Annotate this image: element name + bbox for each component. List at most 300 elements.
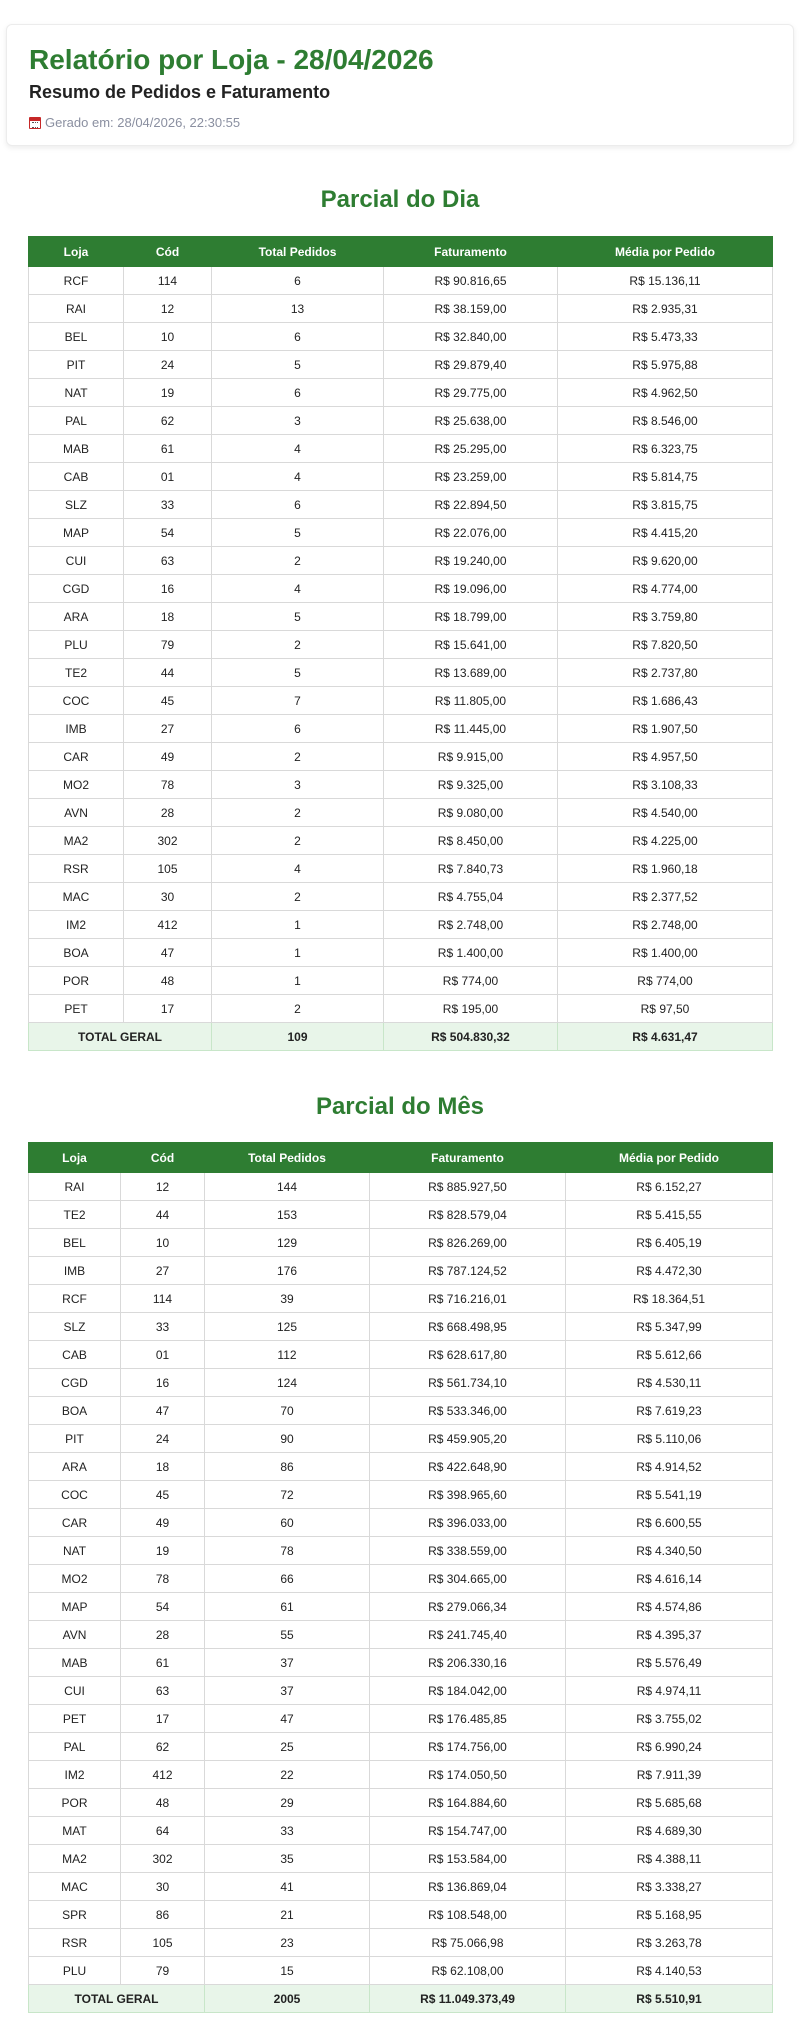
cell-loja: BOA: [29, 1397, 121, 1425]
cell-total-pedidos: 5: [212, 659, 384, 687]
cell-total-pedidos: 1: [212, 939, 384, 967]
cell-media: R$ 4.225,00: [558, 827, 773, 855]
cell-cod: 17: [121, 1705, 205, 1733]
cell-media: R$ 4.574,86: [566, 1593, 773, 1621]
cell-total-pedidos: 13: [212, 295, 384, 323]
cell-faturamento: R$ 19.240,00: [384, 547, 558, 575]
cell-loja: SLZ: [29, 491, 124, 519]
cell-cod: 10: [121, 1229, 205, 1257]
table-row: [29, 1509, 773, 1537]
cell-loja: POR: [29, 967, 124, 995]
cell-cod: 33: [124, 491, 212, 519]
monthly-table: [28, 1142, 773, 2013]
cell-faturamento: R$ 23.259,00: [384, 463, 558, 491]
cell-loja: MA2: [29, 1845, 121, 1873]
cell-media: R$ 4.962,50: [558, 379, 773, 407]
cell-media: R$ 8.546,00: [558, 407, 773, 435]
cell-media: R$ 3.755,02: [566, 1705, 773, 1733]
cell-media: R$ 3.759,80: [558, 603, 773, 631]
cell-cod: 78: [121, 1565, 205, 1593]
table-row: [29, 715, 773, 743]
cell-total-pedidos: 37: [205, 1649, 370, 1677]
cell-loja: PLU: [29, 631, 124, 659]
cell-media: R$ 4.540,00: [558, 799, 773, 827]
table-row: [29, 379, 773, 407]
table-row: [29, 1649, 773, 1677]
cell-loja: MA2: [29, 827, 124, 855]
cell-loja: RCF: [29, 1285, 121, 1313]
cell-loja: NAT: [29, 1537, 121, 1565]
table-row: [29, 1369, 773, 1397]
cell-media: R$ 4.472,30: [566, 1257, 773, 1285]
cell-media: R$ 7.911,39: [566, 1761, 773, 1789]
cell-loja: CGD: [29, 1369, 121, 1397]
cell-cod: 79: [124, 631, 212, 659]
col-header-cod: Cód: [121, 1143, 205, 1173]
cell-media: R$ 9.620,00: [558, 547, 773, 575]
cell-media: R$ 5.347,99: [566, 1313, 773, 1341]
cell-media: R$ 97,50: [558, 995, 773, 1023]
cell-faturamento: R$ 29.879,40: [384, 351, 558, 379]
table-row: [29, 1677, 773, 1705]
cell-media: R$ 4.914,52: [566, 1453, 773, 1481]
table-row: [29, 1789, 773, 1817]
cell-faturamento: R$ 628.617,80: [370, 1341, 566, 1369]
cell-total-pedidos: 3: [212, 771, 384, 799]
cell-media: R$ 5.685,68: [566, 1789, 773, 1817]
cell-total-pedidos: 5: [212, 519, 384, 547]
cell-total-pedidos: 6: [212, 379, 384, 407]
cell-cod: 78: [124, 771, 212, 799]
cell-total-pedidos: 55: [205, 1621, 370, 1649]
cell-faturamento: R$ 75.066,98: [370, 1929, 566, 1957]
cell-faturamento: R$ 153.584,00: [370, 1845, 566, 1873]
cell-media: R$ 4.395,37: [566, 1621, 773, 1649]
table-row: [29, 1873, 773, 1901]
total-pedidos: 109: [212, 1023, 384, 1051]
cell-media: R$ 3.338,27: [566, 1873, 773, 1901]
cell-loja: MAC: [29, 883, 124, 911]
cell-total-pedidos: 6: [212, 491, 384, 519]
cell-faturamento: R$ 90.816,65: [384, 267, 558, 295]
table-row: [29, 267, 773, 295]
cell-media: R$ 6.990,24: [566, 1733, 773, 1761]
cell-cod: 412: [121, 1761, 205, 1789]
cell-loja: CAR: [29, 743, 124, 771]
table-row: [29, 351, 773, 379]
cell-cod: 01: [121, 1341, 205, 1369]
cell-total-pedidos: 129: [205, 1229, 370, 1257]
report-title: Relatório por Loja - 28/04/2026: [29, 44, 434, 75]
cell-loja: IM2: [29, 1761, 121, 1789]
cell-loja: TE2: [29, 1201, 121, 1229]
cell-cod: 86: [121, 1901, 205, 1929]
cell-faturamento: R$ 422.648,90: [370, 1453, 566, 1481]
total-row: [29, 1985, 773, 2013]
cell-cod: 63: [121, 1677, 205, 1705]
cell-cod: 24: [124, 351, 212, 379]
cell-media: R$ 5.168,95: [566, 1901, 773, 1929]
cell-cod: 28: [124, 799, 212, 827]
cell-total-pedidos: 5: [212, 603, 384, 631]
table-row: [29, 743, 773, 771]
cell-total-pedidos: 2: [212, 547, 384, 575]
table-row: [29, 295, 773, 323]
cell-faturamento: R$ 19.096,00: [384, 575, 558, 603]
total-faturamento: R$ 504.830,32: [384, 1023, 558, 1051]
table-row: [29, 435, 773, 463]
cell-media: R$ 4.140,53: [566, 1957, 773, 1985]
cell-faturamento: R$ 206.330,16: [370, 1649, 566, 1677]
cell-loja: RAI: [29, 1173, 121, 1201]
cell-total-pedidos: 6: [212, 267, 384, 295]
cell-cod: 79: [121, 1957, 205, 1985]
cell-loja: BEL: [29, 1229, 121, 1257]
cell-loja: PAL: [29, 1733, 121, 1761]
table-row: [29, 1341, 773, 1369]
table-row: [29, 771, 773, 799]
total-label: TOTAL GERAL: [29, 1985, 205, 2013]
cell-media: R$ 4.957,50: [558, 743, 773, 771]
table-row: [29, 1537, 773, 1565]
cell-total-pedidos: 70: [205, 1397, 370, 1425]
cell-cod: 114: [124, 267, 212, 295]
cell-cod: 12: [124, 295, 212, 323]
table-row: [29, 463, 773, 491]
table-row: [29, 1425, 773, 1453]
table-row: [29, 631, 773, 659]
cell-media: R$ 3.263,78: [566, 1929, 773, 1957]
cell-loja: IMB: [29, 715, 124, 743]
cell-total-pedidos: 144: [205, 1173, 370, 1201]
cell-loja: ARA: [29, 603, 124, 631]
cell-cod: 64: [121, 1817, 205, 1845]
cell-cod: 28: [121, 1621, 205, 1649]
cell-cod: 44: [124, 659, 212, 687]
cell-faturamento: R$ 396.033,00: [370, 1509, 566, 1537]
cell-cod: 45: [124, 687, 212, 715]
cell-faturamento: R$ 195,00: [384, 995, 558, 1023]
cell-cod: 47: [121, 1397, 205, 1425]
cell-loja: AVN: [29, 1621, 121, 1649]
cell-cod: 54: [121, 1593, 205, 1621]
cell-cod: 24: [121, 1425, 205, 1453]
col-header-media: Média por Pedido: [558, 237, 773, 267]
cell-total-pedidos: 176: [205, 1257, 370, 1285]
cell-faturamento: R$ 4.755,04: [384, 883, 558, 911]
monthly-section-title: Parcial do Mês: [315, 1093, 485, 1120]
cell-loja: MAC: [29, 1873, 121, 1901]
cell-total-pedidos: 23: [205, 1929, 370, 1957]
cell-total-pedidos: 47: [205, 1705, 370, 1733]
cell-total-pedidos: 2: [212, 827, 384, 855]
table-row: [29, 1201, 773, 1229]
cell-media: R$ 5.415,55: [566, 1201, 773, 1229]
cell-cod: 27: [121, 1257, 205, 1285]
cell-total-pedidos: 61: [205, 1593, 370, 1621]
cell-total-pedidos: 66: [205, 1565, 370, 1593]
table-row: [29, 323, 773, 351]
daily-section-title: Parcial do Dia: [320, 186, 480, 213]
cell-total-pedidos: 6: [212, 715, 384, 743]
cell-cod: 54: [124, 519, 212, 547]
cell-media: R$ 4.415,20: [558, 519, 773, 547]
table-row: [29, 519, 773, 547]
cell-loja: ARA: [29, 1453, 121, 1481]
col-header-cod: Cód: [124, 237, 212, 267]
cell-total-pedidos: 39: [205, 1285, 370, 1313]
cell-faturamento: R$ 9.325,00: [384, 771, 558, 799]
cell-faturamento: R$ 11.805,00: [384, 687, 558, 715]
cell-media: R$ 5.473,33: [558, 323, 773, 351]
col-header-loja: Loja: [29, 1143, 121, 1173]
cell-media: R$ 7.820,50: [558, 631, 773, 659]
cell-loja: CAR: [29, 1509, 121, 1537]
cell-total-pedidos: 2: [212, 743, 384, 771]
table-row: [29, 1453, 773, 1481]
cell-total-pedidos: 72: [205, 1481, 370, 1509]
cell-total-pedidos: 1: [212, 911, 384, 939]
cell-cod: 412: [124, 911, 212, 939]
cell-faturamento: R$ 11.445,00: [384, 715, 558, 743]
total-row: [29, 1023, 773, 1051]
table-row: [29, 1481, 773, 1509]
table-row: [29, 939, 773, 967]
table-row: [29, 1957, 773, 1985]
col-header-media: Média por Pedido: [566, 1143, 773, 1173]
cell-media: R$ 6.405,19: [566, 1229, 773, 1257]
cell-faturamento: R$ 561.734,10: [370, 1369, 566, 1397]
cell-total-pedidos: 3: [212, 407, 384, 435]
cell-loja: MAP: [29, 519, 124, 547]
cell-faturamento: R$ 13.689,00: [384, 659, 558, 687]
table-row: [29, 1901, 773, 1929]
report-subtitle: Resumo de Pedidos e Faturamento: [29, 82, 331, 102]
cell-loja: PAL: [29, 407, 124, 435]
cell-loja: CAB: [29, 463, 124, 491]
cell-faturamento: R$ 241.745,40: [370, 1621, 566, 1649]
cell-loja: SPR: [29, 1901, 121, 1929]
cell-loja: NAT: [29, 379, 124, 407]
cell-total-pedidos: 6: [212, 323, 384, 351]
table-row: [29, 547, 773, 575]
cell-faturamento: R$ 533.346,00: [370, 1397, 566, 1425]
cell-cod: 63: [124, 547, 212, 575]
cell-total-pedidos: 33: [205, 1817, 370, 1845]
cell-total-pedidos: 7: [212, 687, 384, 715]
cell-total-pedidos: 4: [212, 435, 384, 463]
cell-total-pedidos: 86: [205, 1453, 370, 1481]
cell-faturamento: R$ 22.894,50: [384, 491, 558, 519]
cell-faturamento: R$ 174.756,00: [370, 1733, 566, 1761]
cell-total-pedidos: 2: [212, 883, 384, 911]
cell-media: R$ 1.960,18: [558, 855, 773, 883]
cell-loja: PET: [29, 995, 124, 1023]
cell-faturamento: R$ 828.579,04: [370, 1201, 566, 1229]
cell-faturamento: R$ 18.799,00: [384, 603, 558, 631]
cell-media: R$ 5.975,88: [558, 351, 773, 379]
cell-total-pedidos: 2: [212, 631, 384, 659]
cell-media: R$ 7.619,23: [566, 1397, 773, 1425]
cell-faturamento: R$ 7.840,73: [384, 855, 558, 883]
cell-cod: 105: [121, 1929, 205, 1957]
table-row: [29, 1229, 773, 1257]
cell-media: R$ 5.612,66: [566, 1341, 773, 1369]
table-row: [29, 1733, 773, 1761]
report-header: [6, 24, 794, 146]
total-label: TOTAL GERAL: [29, 1023, 212, 1051]
cell-total-pedidos: 153: [205, 1201, 370, 1229]
cell-cod: 27: [124, 715, 212, 743]
cell-cod: 302: [124, 827, 212, 855]
generated-timestamp: [29, 115, 771, 130]
cell-cod: 62: [121, 1733, 205, 1761]
cell-media: R$ 18.364,51: [566, 1285, 773, 1313]
cell-total-pedidos: 78: [205, 1537, 370, 1565]
table-row: [29, 491, 773, 519]
cell-faturamento: R$ 9.915,00: [384, 743, 558, 771]
total-faturamento: R$ 11.049.373,49: [370, 1985, 566, 2013]
cell-cod: 48: [121, 1789, 205, 1817]
cell-media: R$ 1.907,50: [558, 715, 773, 743]
table-row: [29, 995, 773, 1023]
cell-loja: RSR: [29, 1929, 121, 1957]
cell-total-pedidos: 41: [205, 1873, 370, 1901]
table-row: [29, 827, 773, 855]
cell-media: R$ 5.110,06: [566, 1425, 773, 1453]
cell-media: R$ 4.689,30: [566, 1817, 773, 1845]
cell-loja: MAT: [29, 1817, 121, 1845]
cell-loja: PLU: [29, 1957, 121, 1985]
cell-media: R$ 4.974,11: [566, 1677, 773, 1705]
table-row: [29, 967, 773, 995]
total-media: R$ 4.631,47: [558, 1023, 773, 1051]
cell-total-pedidos: 1: [212, 967, 384, 995]
cell-faturamento: R$ 25.638,00: [384, 407, 558, 435]
cell-faturamento: R$ 826.269,00: [370, 1229, 566, 1257]
cell-total-pedidos: 124: [205, 1369, 370, 1397]
cell-cod: 105: [124, 855, 212, 883]
cell-cod: 61: [121, 1649, 205, 1677]
cell-faturamento: R$ 1.400,00: [384, 939, 558, 967]
cell-media: R$ 1.400,00: [558, 939, 773, 967]
cell-media: R$ 4.340,50: [566, 1537, 773, 1565]
cell-cod: 16: [121, 1369, 205, 1397]
cell-cod: 33: [121, 1313, 205, 1341]
cell-total-pedidos: 15: [205, 1957, 370, 1985]
cell-loja: CUI: [29, 547, 124, 575]
cell-faturamento: R$ 164.884,60: [370, 1789, 566, 1817]
cell-total-pedidos: 60: [205, 1509, 370, 1537]
cell-media: R$ 2.935,31: [558, 295, 773, 323]
cell-loja: CGD: [29, 575, 124, 603]
cell-faturamento: R$ 15.641,00: [384, 631, 558, 659]
cell-loja: MAB: [29, 435, 124, 463]
cell-faturamento: R$ 9.080,00: [384, 799, 558, 827]
cell-media: R$ 1.686,43: [558, 687, 773, 715]
cell-loja: MO2: [29, 1565, 121, 1593]
col-header-total-pedidos: Total Pedidos: [205, 1143, 370, 1173]
table-row: [29, 1621, 773, 1649]
cell-loja: RAI: [29, 295, 124, 323]
cell-cod: 48: [124, 967, 212, 995]
cell-total-pedidos: 90: [205, 1425, 370, 1453]
cell-faturamento: R$ 38.159,00: [384, 295, 558, 323]
monthly-table-body: [29, 1173, 773, 2013]
cell-loja: PIT: [29, 1425, 121, 1453]
cell-total-pedidos: 125: [205, 1313, 370, 1341]
cell-cod: 18: [124, 603, 212, 631]
cell-cod: 12: [121, 1173, 205, 1201]
cell-faturamento: R$ 304.665,00: [370, 1565, 566, 1593]
cell-total-pedidos: 2: [212, 995, 384, 1023]
cell-faturamento: R$ 108.548,00: [370, 1901, 566, 1929]
cell-media: R$ 2.737,80: [558, 659, 773, 687]
cell-cod: 47: [124, 939, 212, 967]
cell-total-pedidos: 29: [205, 1789, 370, 1817]
cell-loja: RSR: [29, 855, 124, 883]
cell-cod: 10: [124, 323, 212, 351]
cell-media: R$ 6.600,55: [566, 1509, 773, 1537]
cell-loja: COC: [29, 687, 124, 715]
table-row: [29, 1929, 773, 1957]
cell-loja: POR: [29, 1789, 121, 1817]
daily-table: [28, 236, 773, 1051]
cell-media: R$ 3.815,75: [558, 491, 773, 519]
calendar-icon: [29, 117, 41, 129]
table-row: [29, 1593, 773, 1621]
cell-media: R$ 6.152,27: [566, 1173, 773, 1201]
cell-loja: PIT: [29, 351, 124, 379]
col-header-faturamento: Faturamento: [384, 237, 558, 267]
cell-loja: IMB: [29, 1257, 121, 1285]
cell-total-pedidos: 4: [212, 575, 384, 603]
cell-loja: CUI: [29, 1677, 121, 1705]
cell-loja: IM2: [29, 911, 124, 939]
cell-cod: 19: [124, 379, 212, 407]
table-row: [29, 1285, 773, 1313]
cell-faturamento: R$ 885.927,50: [370, 1173, 566, 1201]
cell-media: R$ 4.616,14: [566, 1565, 773, 1593]
cell-media: R$ 3.108,33: [558, 771, 773, 799]
cell-cod: 45: [121, 1481, 205, 1509]
cell-cod: 302: [121, 1845, 205, 1873]
cell-media: R$ 4.388,11: [566, 1845, 773, 1873]
cell-media: R$ 2.748,00: [558, 911, 773, 939]
cell-total-pedidos: 112: [205, 1341, 370, 1369]
table-row: [29, 1257, 773, 1285]
table-row: [29, 687, 773, 715]
cell-media: R$ 2.377,52: [558, 883, 773, 911]
cell-cod: 62: [124, 407, 212, 435]
table-row: [29, 883, 773, 911]
cell-loja: MAP: [29, 1593, 121, 1621]
cell-faturamento: R$ 8.450,00: [384, 827, 558, 855]
table-row: [29, 1565, 773, 1593]
cell-faturamento: R$ 2.748,00: [384, 911, 558, 939]
cell-faturamento: R$ 338.559,00: [370, 1537, 566, 1565]
daily-header-row: [29, 237, 773, 267]
cell-faturamento: R$ 154.747,00: [370, 1817, 566, 1845]
table-row: [29, 911, 773, 939]
table-row: [29, 799, 773, 827]
total-media: R$ 5.510,91: [566, 1985, 773, 2013]
cell-faturamento: R$ 174.050,50: [370, 1761, 566, 1789]
cell-faturamento: R$ 22.076,00: [384, 519, 558, 547]
cell-loja: TE2: [29, 659, 124, 687]
cell-media: R$ 774,00: [558, 967, 773, 995]
cell-total-pedidos: 4: [212, 463, 384, 491]
